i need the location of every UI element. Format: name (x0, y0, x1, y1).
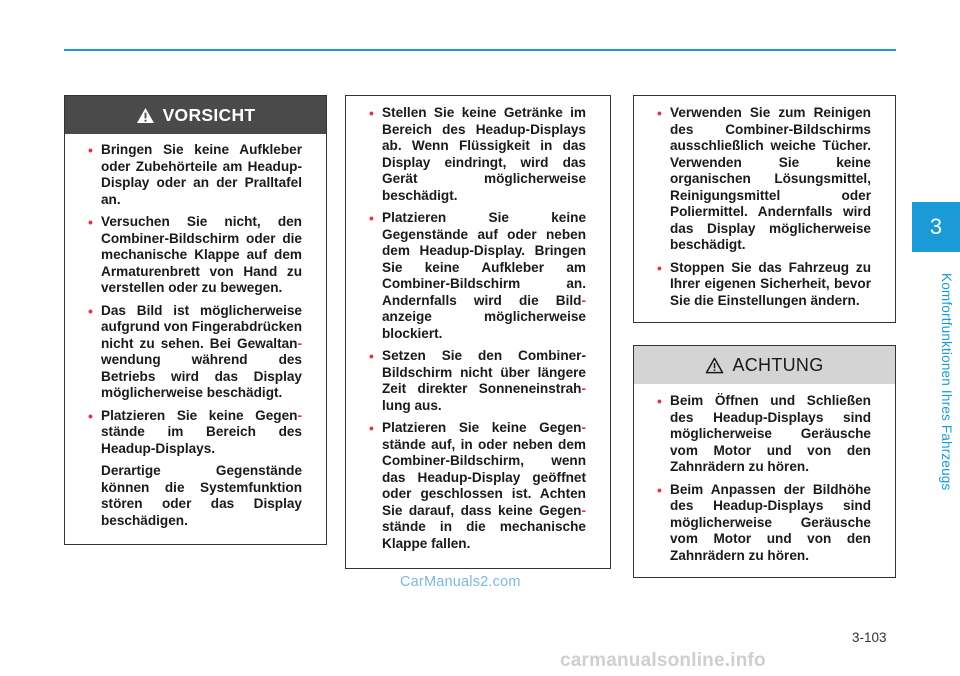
watermark-link[interactable]: CarManuals2.com (400, 574, 521, 590)
list-item: • Das Bild ist möglicherweise aufgrund von Fingerabdrücken nicht zu sehen. Bei Gewaltan-wendung während des Betriebs wird das Display möglicherweise beschädigt. (88, 303, 302, 402)
warning-icon (705, 357, 724, 374)
list-item: • Platzieren Sie keine Gegen-stände im Bereich des Headup-Displays. (88, 408, 302, 458)
list-item: • Bringen Sie keine Aufkleber oder Zubehörteile am Headup-Display oder an der Pralltafel an. (88, 142, 302, 208)
list-item: • Beim Anpassen der Bildhöhe des Headup-Displays sind möglicherweise Geräusche vom Motor und von den Zahnrädern zu hören. (657, 482, 871, 565)
achtung-box (633, 345, 896, 578)
vorsicht-content (65, 134, 326, 529)
list-item: • Beim Öffnen und Schließen des Headup-Displays sind möglicherweise Geräusche vom Motor und von den Zahnrädern zu hören. (657, 393, 871, 476)
vorsicht-header (65, 96, 326, 134)
list-item: • Platzieren Sie keine Gegenstände auf oder neben dem Headup-Display. Bringen Sie keine Aufkleber am Combiner-Bildschirm an. Andernfalls wird die Bild-anzeige möglicherweise blockiert. (369, 210, 586, 342)
middle-box (345, 95, 611, 569)
list-item: • Versuchen Sie nicht, den Combiner-Bildschirm oder die mechanische Klappe auf dem Armaturenbrett von Hand zu verstellen oder zu bewegen. (88, 214, 302, 297)
list-item: • Setzen Sie den Combiner-Bildschirm nicht über längere Zeit direkter Sonneneinstrah-lung aus. (369, 348, 586, 414)
vorsicht-title: VORSICHT (162, 104, 256, 125)
middle-content (346, 96, 610, 552)
chapter-tab: 3 (912, 202, 960, 252)
page-number: 3-103 (852, 630, 887, 645)
chapter-title: Komfortfunktionen Ihres Fahrzeugs (939, 273, 954, 491)
list-item: • Stoppen Sie das Fahrzeug zu Ihrer eigenen Sicherheit, bevor Sie die Einstellungen ändern. (657, 260, 871, 310)
achtung-header (634, 346, 895, 384)
top-rule (64, 49, 896, 51)
right-top-box (633, 95, 896, 323)
vorsicht-note: Derartige Gegenstände können die Systemfunktion stören oder das Display beschädigen. (101, 463, 302, 528)
list-item: • Stellen Sie keine Getränke im Bereich des Headup-Displays ab. Wenn Flüssigkeit in das Display eindringt, wird das Gerät möglicherweise beschädigt. (369, 105, 586, 204)
list-item: • Platzieren Sie keine Gegen-stände auf, in oder neben dem Combiner-Bildschirm, wenn das Headup-Display geöffnet oder geschlossen ist. Achten Sie darauf, dass keine Gegen-stände in die mechanische Klappe fallen. (369, 420, 586, 552)
achtung-content (634, 384, 895, 564)
warning-icon (136, 107, 155, 124)
vorsicht-box (64, 95, 327, 545)
right-top-content (634, 96, 895, 309)
achtung-title: ACHTUNG (732, 354, 824, 375)
list-item: • Verwenden Sie zum Reinigen des Combiner-Bildschirms ausschließlich weiche Tücher. Verwenden Sie keine organischen Lösungsmittel, Reinigungsmittel oder Poliermittel. Andernfalls wird das Display möglicherweise beschädigt. (657, 105, 871, 254)
watermark-footer: carmanualsonline.info (560, 650, 766, 671)
